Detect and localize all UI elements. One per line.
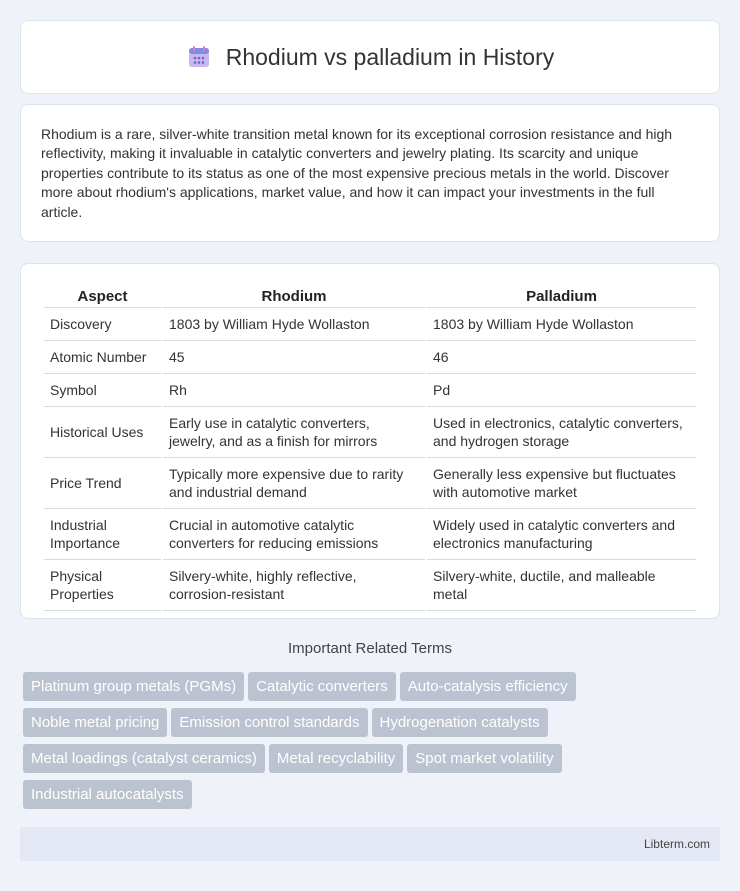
- related-term-tag[interactable]: Emission control standards: [171, 708, 367, 737]
- related-term-tag[interactable]: Industrial autocatalysts: [23, 780, 192, 809]
- cell-palladium: 46: [427, 341, 696, 374]
- cell-aspect: Symbol: [44, 374, 161, 407]
- related-term-tag[interactable]: Metal recyclability: [269, 744, 403, 773]
- cell-aspect: Price Trend: [44, 458, 161, 509]
- cell-rhodium: Early use in catalytic converters, jewelry, and as a finish for mirrors: [163, 407, 425, 458]
- cell-aspect: Discovery: [44, 308, 161, 341]
- cell-aspect: Historical Uses: [44, 407, 161, 458]
- intro-text: Rhodium is a rare, silver-white transition metal known for its exceptional corrosion resistance and high reflectivity, making it invaluable in catalytic converters and jewelry plating. Its scarcity and unique properties contribute to its status as one of the most expensive precious metals in the world. Discover more about rhodium's applications, market value, and how it can impact your investments in the full article.: [41, 126, 673, 220]
- header-aspect: Aspect: [44, 284, 161, 308]
- cell-palladium: Used in electronics, catalytic converters, and hydrogen storage: [427, 407, 696, 458]
- related-term-tag[interactable]: Metal loadings (catalyst ceramics): [23, 744, 265, 773]
- cell-palladium: 1803 by William Hyde Wollaston: [427, 308, 696, 341]
- related-term-tag[interactable]: Hydrogenation catalysts: [372, 708, 548, 737]
- cell-palladium: Pd: [427, 374, 696, 407]
- related-term-tag[interactable]: Auto-catalysis efficiency: [400, 672, 576, 701]
- table-header-row: [44, 284, 696, 308]
- table-row: [44, 407, 696, 458]
- cell-palladium: Silvery-white, ductile, and malleable metal: [427, 560, 696, 611]
- cell-rhodium: Silvery-white, highly reflective, corrosion-resistant: [163, 560, 425, 611]
- table-row: [44, 308, 696, 341]
- related-term-tag[interactable]: Noble metal pricing: [23, 708, 167, 737]
- related-term-tag[interactable]: Catalytic converters: [248, 672, 396, 701]
- intro-card: [20, 104, 720, 242]
- related-terms-list: [23, 672, 723, 816]
- cell-aspect: Atomic Number: [44, 341, 161, 374]
- related-term-tag[interactable]: Platinum group metals (PGMs): [23, 672, 244, 701]
- cell-rhodium: 1803 by William Hyde Wollaston: [163, 308, 425, 341]
- table-row: [44, 560, 696, 611]
- header-palladium: Palladium: [427, 284, 696, 308]
- table-row: [44, 458, 696, 509]
- comparison-table-card: [20, 263, 720, 619]
- calendar-icon: [186, 44, 212, 70]
- cell-palladium: Widely used in catalytic converters and electronics manufacturing: [427, 509, 696, 560]
- page-title: Rhodium vs palladium in History: [225, 43, 555, 70]
- header-rhodium: Rhodium: [163, 284, 425, 308]
- cell-rhodium: Typically more expensive due to rarity and industrial demand: [163, 458, 425, 509]
- cell-rhodium: Crucial in automotive catalytic converters for reducing emissions: [163, 509, 425, 560]
- cell-aspect: Industrial Importance: [44, 509, 161, 560]
- header-card: [20, 20, 720, 94]
- table-row: [44, 509, 696, 560]
- cell-palladium: Generally less expensive but fluctuates with automotive market: [427, 458, 696, 509]
- comparison-table: [42, 284, 698, 611]
- table-row: [44, 374, 696, 407]
- related-terms-title: Important Related Terms: [288, 640, 452, 657]
- cell-rhodium: 45: [163, 341, 425, 374]
- related-term-tag[interactable]: Spot market volatility: [407, 744, 561, 773]
- footer-site-link[interactable]: Libterm.com: [643, 837, 710, 851]
- table-row: [44, 341, 696, 374]
- cell-aspect: Physical Properties: [44, 560, 161, 611]
- footer: [20, 827, 720, 861]
- cell-rhodium: Rh: [163, 374, 425, 407]
